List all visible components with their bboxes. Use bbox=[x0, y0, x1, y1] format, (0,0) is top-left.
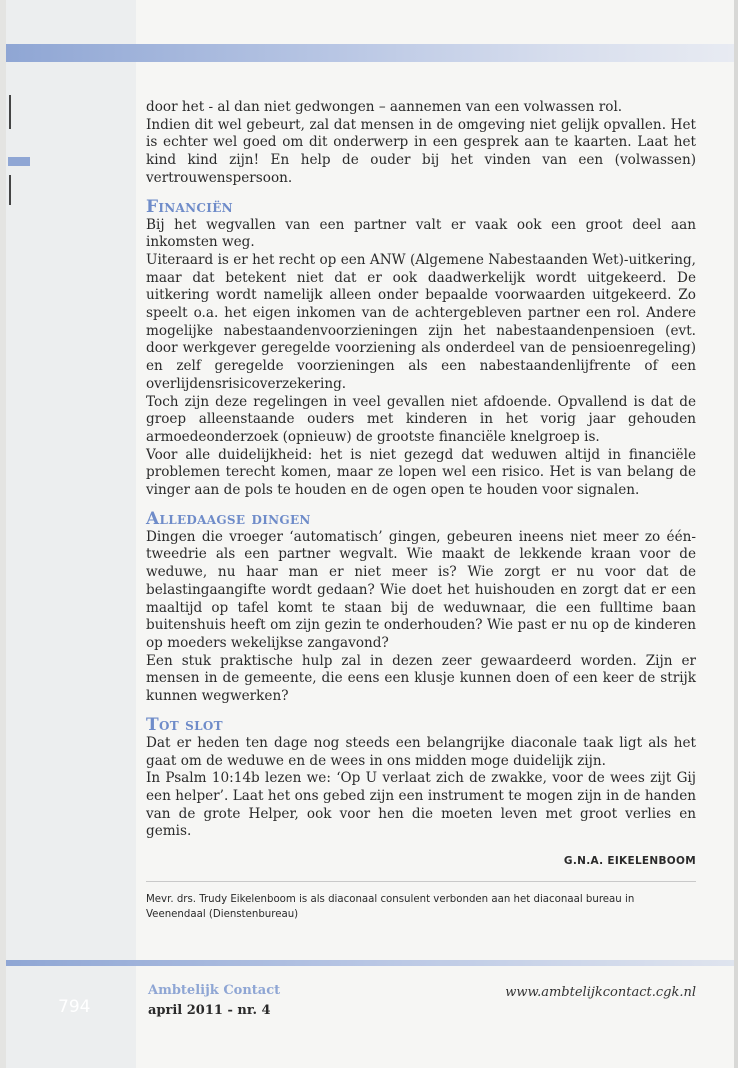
author-note: Mevr. drs. Trudy Eikelenboom is als diaconaal consulent verbonden aan het diaconaal bureau in Veenendaal (Dienstenbureau) bbox=[146, 893, 635, 920]
section-heading-financien: Financiën bbox=[146, 196, 233, 217]
author-signature: G.N.A. EIKELENBOOM bbox=[563, 855, 696, 868]
paragraph: Dat er heden ten dage nog steeds een belangrijke diaconale taak ligt als het gaat om de weduwe en de wees in ons midden moge duidelijk zijn. bbox=[146, 734, 696, 769]
paragraph: Toch zijn deze regelingen in veel gevallen niet afdoende. Opvallend is dat de groep alleenstaande ouders met kinderen in het vorig jaar gehouden armoedeonderzoek (opnieuw) de grootste financiële knelgroep is. bbox=[146, 393, 696, 445]
section-heading-alledaagse-dingen: Alledaagse dingen bbox=[146, 508, 311, 529]
website-url[interactable]: www.ambtelijkcontact.cgk.nl bbox=[505, 985, 696, 1000]
article-body bbox=[146, 99, 696, 922]
divider bbox=[146, 881, 696, 882]
page-right-edge bbox=[734, 0, 738, 1068]
paragraph: Uiteraard is er het recht op een ANW (Algemene Nabestaanden Wet)-uitkering, maar dat betekent niet dat er ook daadwerkelijk wordt uitgekeerd. De uitkering wordt namelijk alleen onder bepaalde voorwaarden uitgekeerd. Zo speelt o.a. het eigen inkomen van de achtergebleven partner een rol. Andere mogelijke nabestaandenvoorzieningen zijn het nabestaandenpensioen (evt. door werkgever geregelde voorziening als onderdeel van de pensioenregeling) en zelf geregelde voorzieningen als een nabestaandenlijfrente of een overlijdensrisicoverzekering. bbox=[146, 251, 696, 392]
side-tab-marker bbox=[8, 157, 30, 166]
paragraph: Voor alle duidelijkheid: het is niet gezegd dat weduwen altijd in financiële problemen terecht komen, maar ze lopen wel een risico. Het is van belang de vinger aan de pols te houden en de ogen open te houden voor signalen. bbox=[146, 446, 696, 499]
header-color-band bbox=[6, 44, 734, 62]
footer-color-band bbox=[6, 960, 734, 966]
paragraph: Bij het wegvallen van een partner valt er vaak ook een groot deel aan inkomsten weg. bbox=[146, 216, 696, 251]
page-number: 794 bbox=[58, 997, 91, 1017]
intro-paragraph: door het - al dan niet gedwongen – aannemen van een volwassen rol. bbox=[146, 99, 623, 115]
binding-mark bbox=[9, 175, 11, 205]
binding-mark bbox=[9, 95, 11, 129]
paragraph: Een stuk praktische hulp zal in dezen zeer gewaardeerd worden. Zijn er mensen in de gemeente, die eens een klusje kunnen doen of een keer de strijk kunnen wegwerken? bbox=[146, 652, 696, 705]
magazine-name: Ambtelijk Contact bbox=[148, 983, 281, 998]
intro-paragraph: Indien dit wel gebeurt, zal dat mensen in de omgeving niet gelijk opvallen. Het is echter wel goed om dit onderwerp in een gesprek aan te kaarten. Laat het kind kind zijn! En help de ouder bij het vinden van een (volwassen) vertrouwenspersoon. bbox=[146, 116, 696, 186]
magazine-issue: april 2011 - nr. 4 bbox=[148, 1003, 271, 1018]
section-heading-tot-slot: Tot slot bbox=[146, 714, 223, 735]
paragraph: Dingen die vroeger ‘automatisch’ gingen, gebeuren ineens niet meer zo één-tweedrie als een partner wegvalt. Wie maakt de lekkende kraan voor de weduwe, nu haar man er niet meer is? Wie zorgt er nu voor dat de belastingaangifte wordt gedaan? Wie doet het huishouden en zorgt dat er een maaltijd op tafel komt te staan bij de weduwnaar, die een fulltime baan buitenshuis heeft om zijn gezin te onderhouden? Wie past er nu op de kinderen op moeders wekelijkse zangavond? bbox=[146, 528, 696, 651]
paragraph: In Psalm 10:14b lezen we: ‘Op U verlaat zich de zwakke, voor de wees zijt Gij een helper’. Laat het ons gebed zijn een instrument te mogen zijn in de handen van de grote Helper, ook voor hen die moeten leven met groot verlies en gemis. bbox=[146, 770, 696, 840]
